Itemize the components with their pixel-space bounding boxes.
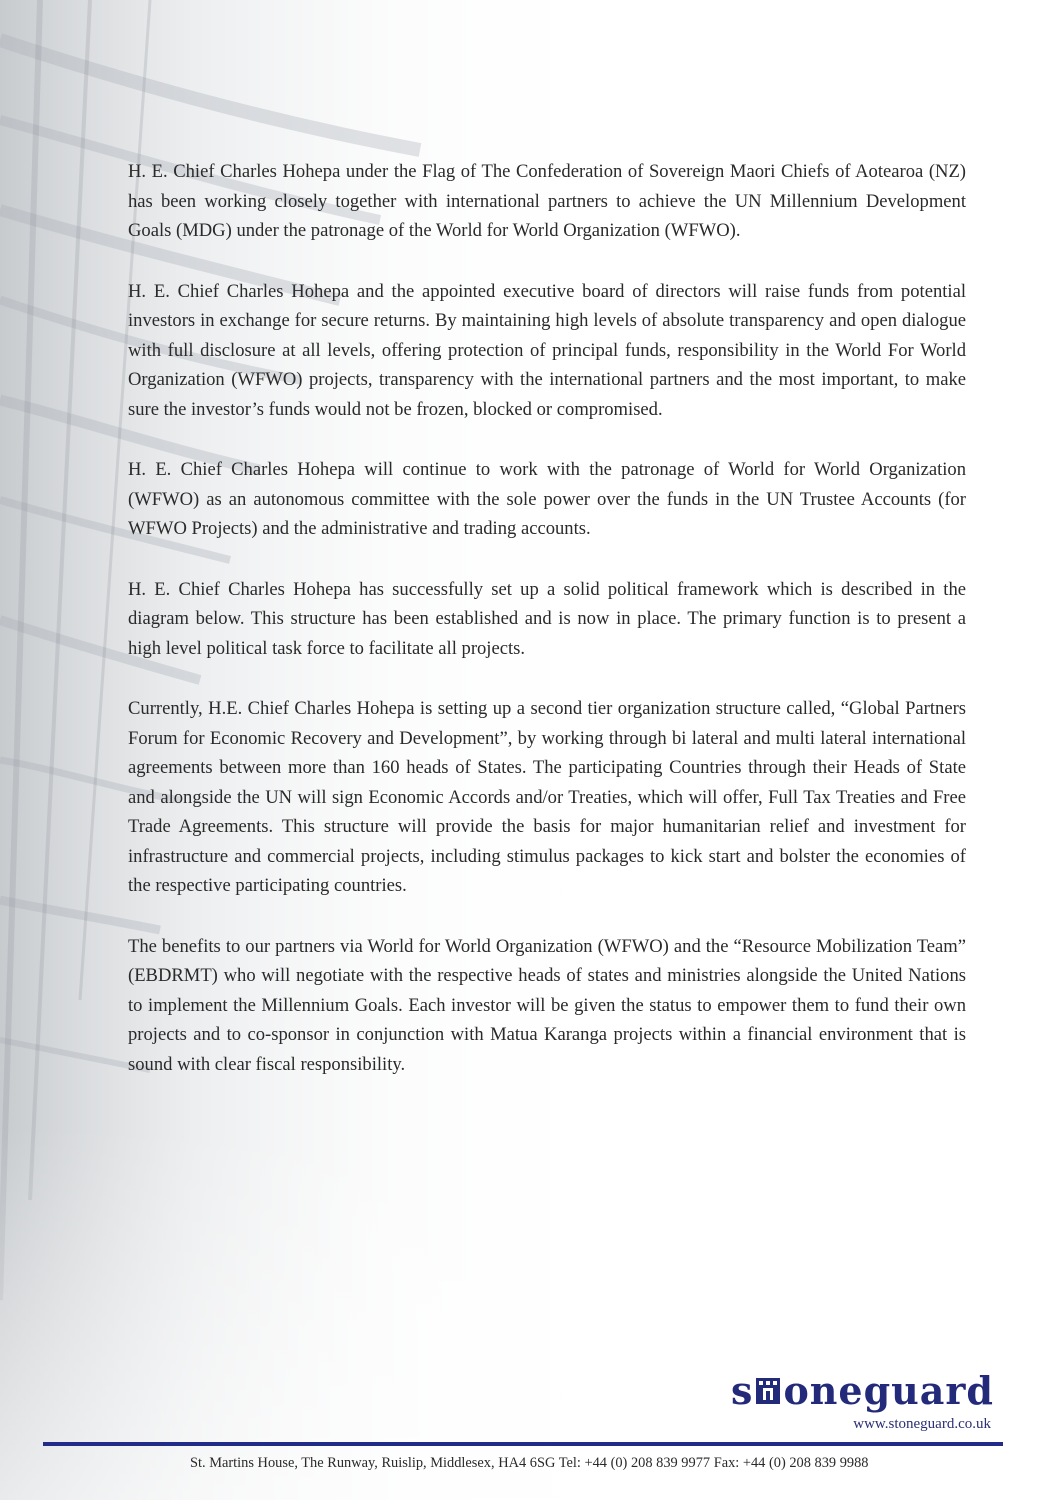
logo-word-start: s bbox=[731, 1368, 754, 1413]
paragraph-4: H. E. Chief Charles Hohepa has successfully set up a solid political framework which is described in the diagram below. This structure has been established and is now in place. The primary function is to present a high level political task force to facilitate all projects. bbox=[128, 578, 966, 659]
paragraph-6: The benefits to our partners via World for World Organization (WFWO) and the “Resource Mobilization Team” (EBDRMT) who will negotiate with the respective heads of states and ministries alongside the United Nations to implement the Millennium Goals. Each investor will be given the status to empower them to fund their own projects and to co-sponsor in conjunction with Matua Karanga projects within a financial environment that is sound with clear fiscal responsibility. bbox=[128, 935, 966, 1075]
body-text bbox=[128, 157, 966, 1110]
paragraph-3: H. E. Chief Charles Hohepa will continue to work with the patronage of World for World Organization (WFWO) as an autonomous committee with the sole power over the funds in the UN Trustee Accounts (for WFWO Projects) and the administrative and trading accounts. bbox=[128, 459, 966, 539]
logo-word-end: oneguard bbox=[783, 1368, 994, 1413]
paragraph-1: H. E. Chief Charles Hohepa under the Flag of The Confederation of Sovereign Maori Chiefs of Aotearoa (NZ) has been working closely together with international partners to achieve the UN Millennium Development Goals (MDG) under the patronage of the World for World Organization (WFWO). bbox=[128, 161, 966, 241]
logo-wordmark bbox=[731, 1368, 994, 1413]
website-url: www.stoneguard.co.uk bbox=[853, 1416, 991, 1432]
tower-emblem-icon bbox=[755, 1377, 781, 1405]
footer-divider bbox=[43, 1442, 1003, 1446]
footer-address: St. Martins House, The Runway, Ruislip, Middlesex, HA4 6SG Tel: +44 (0) 208 839 9977 Fax: +44 (0) 208 839 9988 bbox=[190, 1455, 869, 1471]
company-logo bbox=[700, 1368, 994, 1438]
paragraph-2: H. E. Chief Charles Hohepa and the appointed executive board of directors will raise funds from potential investors in exchange for secure returns. By maintaining high levels of absolute transparency and open dialogue with full disclosure at all levels, offering protection of principal funds, responsibility in the World For World Organization (WFWO) projects, transparency with the international partners and the most important, to make sure the investor’s funds would not be frozen, blocked or compromised. bbox=[128, 280, 966, 420]
footer bbox=[0, 1455, 1060, 1472]
paragraph-5: Currently, H.E. Chief Charles Hohepa is setting up a second tier organization structure called, “Global Partners Forum for Economic Recovery and Development”, by working through bi lateral and multi lateral international agreements between more than 160 heads of States. The participating Countries through their Heads of State and alongside the UN will sign Economic Accords and/or Treaties, which will offer, Full Tax Treaties and Free Trade Agreements. This structure will provide the basis for major humanitarian relief and investment for infrastructure and commercial projects, including stimulus packages to kick start and bolster the economies of the respective participating countries. bbox=[128, 698, 966, 896]
